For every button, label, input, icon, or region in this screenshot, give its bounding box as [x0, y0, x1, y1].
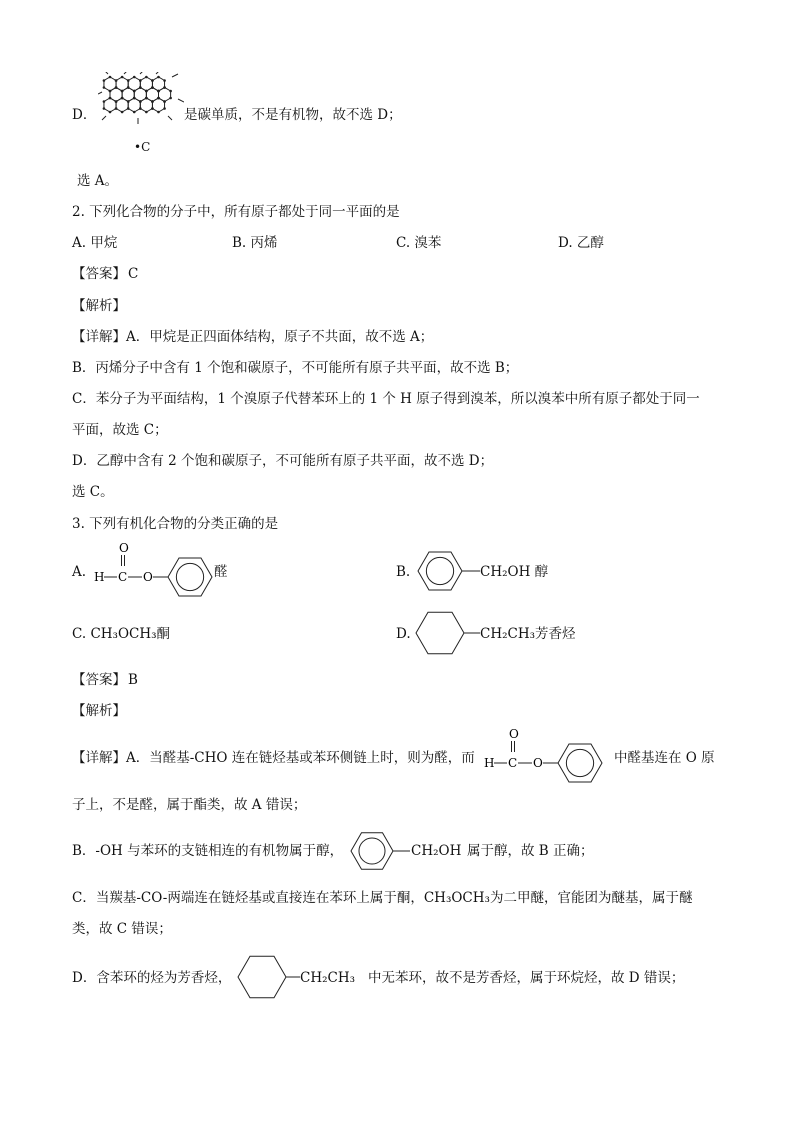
q3-answer-label: 【答案】	[72, 672, 126, 688]
ester-h: H	[94, 570, 105, 584]
q3-option-d-class: 芳香烃	[535, 626, 576, 642]
q3-option-b-group	[480, 563, 548, 581]
ester-o-top: O	[119, 541, 129, 555]
inline-phenyl-formate-icon	[482, 726, 612, 786]
q3-option-c-class: 酮	[156, 626, 171, 642]
q2-detail-line-c2: 平面，故选 C；	[72, 422, 168, 438]
q2-detail-line-c: C．苯分子为平面结构，1 个溴原子代替苯环上的 1 个 H 原子得到溴苯，所以溴苯中所有原子都处于同一	[72, 391, 700, 407]
q2-detail-text-a: A．甲烷是正四面体结构，原子不共面，故不选 A；	[126, 329, 434, 345]
q3-detail-a-pre	[72, 749, 475, 767]
q2-conclusion: 选 C。	[72, 484, 114, 500]
q3-analysis-label: 【解析】	[72, 703, 126, 719]
q3-option-b-formula: CH₂OH	[480, 564, 531, 580]
q3-answer-value: B	[128, 672, 138, 688]
q3-option-c-formula: CH₃OCH₃	[90, 626, 157, 642]
q3-option-d-group	[480, 625, 576, 643]
q3-option-b-label[interactable]: B.	[396, 564, 411, 580]
q2-option-d[interactable]: D. 乙醇	[558, 235, 604, 251]
q3-detail-c-line2: 类，故 C 错误；	[72, 921, 172, 937]
q2-option-b[interactable]: B. 丙烯	[232, 235, 278, 251]
q2-option-a[interactable]: A. 甲烷	[72, 235, 118, 251]
q3-option-a-class: 醛	[214, 564, 228, 580]
ethylcyclohexane-structure-icon	[412, 606, 486, 660]
benzyl-alcohol-structure-icon	[412, 546, 486, 596]
q2-detail-label: 【详解】	[72, 329, 126, 345]
q2-answer-label: 【答案】	[72, 266, 126, 282]
q2-analysis-label: 【解析】	[72, 298, 126, 314]
inline-benzyl-alcohol-icon	[344, 826, 414, 876]
inline-ester-c: C	[508, 756, 518, 770]
q3-detail-b-group: CH₂OH	[411, 843, 462, 859]
inline-ester-o-top: O	[509, 727, 519, 741]
q2-stem: 2. 下列化合物的分子中，所有原子都处于同一平面的是	[72, 204, 400, 220]
q3-option-b-class: 醇	[534, 564, 549, 580]
choose-a: 选 A。	[77, 173, 119, 189]
q2-detail-line-a	[72, 328, 433, 346]
inline-ester-h: H	[484, 756, 495, 770]
q3-option-c-label: C.	[72, 626, 91, 642]
q3-detail-label: 【详解】	[72, 750, 126, 766]
q3-detail-a-post: 中醛基连在 O 原	[614, 750, 715, 766]
graphite-structure-icon	[98, 72, 184, 134]
q3-option-a-label[interactable]: A.	[72, 564, 87, 580]
q3-option-d-formula: CH₂CH₃	[480, 626, 536, 642]
q3-detail-a-text: A．当醛基-CHO 连在链烃基或苯环侧链上时，则为醛，而	[126, 750, 475, 766]
ester-o-mid: O	[143, 570, 153, 584]
q2-option-c[interactable]: C. 溴苯	[396, 235, 442, 251]
q2-answer-value: C	[128, 266, 139, 282]
q3-detail-b-post: 属于醇，故 B 正确；	[467, 843, 594, 859]
q3-option-d-label[interactable]: D.	[396, 626, 411, 642]
q3-detail-d-post: 中无苯环，故不是芳香烃，属于环烷烃，故 D 错误；	[368, 970, 685, 986]
q3-detail-c-line1: C．当羰基-CO-两端连在链烃基或直接连在苯环上属于酮，CH₃OCH₃为二甲醚，官能团为醚基，属于醚	[72, 890, 693, 906]
inline-ethylcyclohexane-icon	[236, 950, 306, 1004]
q3-detail-b-pre: B．-OH 与苯环的支链相连的有机物属于醇，	[72, 843, 344, 859]
inline-ester-o-mid: O	[533, 756, 543, 770]
graphite-caption: •C	[134, 140, 151, 154]
q3-detail-d-pre: D．含苯环的烃为芳香烃，	[72, 970, 232, 986]
q3-detail-a-line2: 子上，不是醛，属于酯类，故 A 错误；	[72, 797, 307, 813]
phenyl-formate-structure-icon	[92, 540, 224, 600]
q2-detail-line-d: D．乙醇中含有 2 个饱和碳原子，不可能所有原子共平面，故不选 D；	[72, 453, 494, 469]
q2-detail-line-b: B．丙烯分子中含有 1 个饱和碳原子，不可能所有原子共平面，故不选 B；	[72, 360, 519, 376]
q3-stem: 3. 下列有机化合物的分类正确的是	[72, 516, 279, 532]
q3-option-c[interactable]	[72, 625, 170, 643]
q3-detail-d-group: CH₂CH₃	[300, 970, 356, 986]
ester-c: C	[118, 570, 128, 584]
graphite-explanation: 是碳单质，不是有机物，故不选 D；	[184, 107, 402, 123]
option-d-label: D．	[72, 107, 97, 123]
